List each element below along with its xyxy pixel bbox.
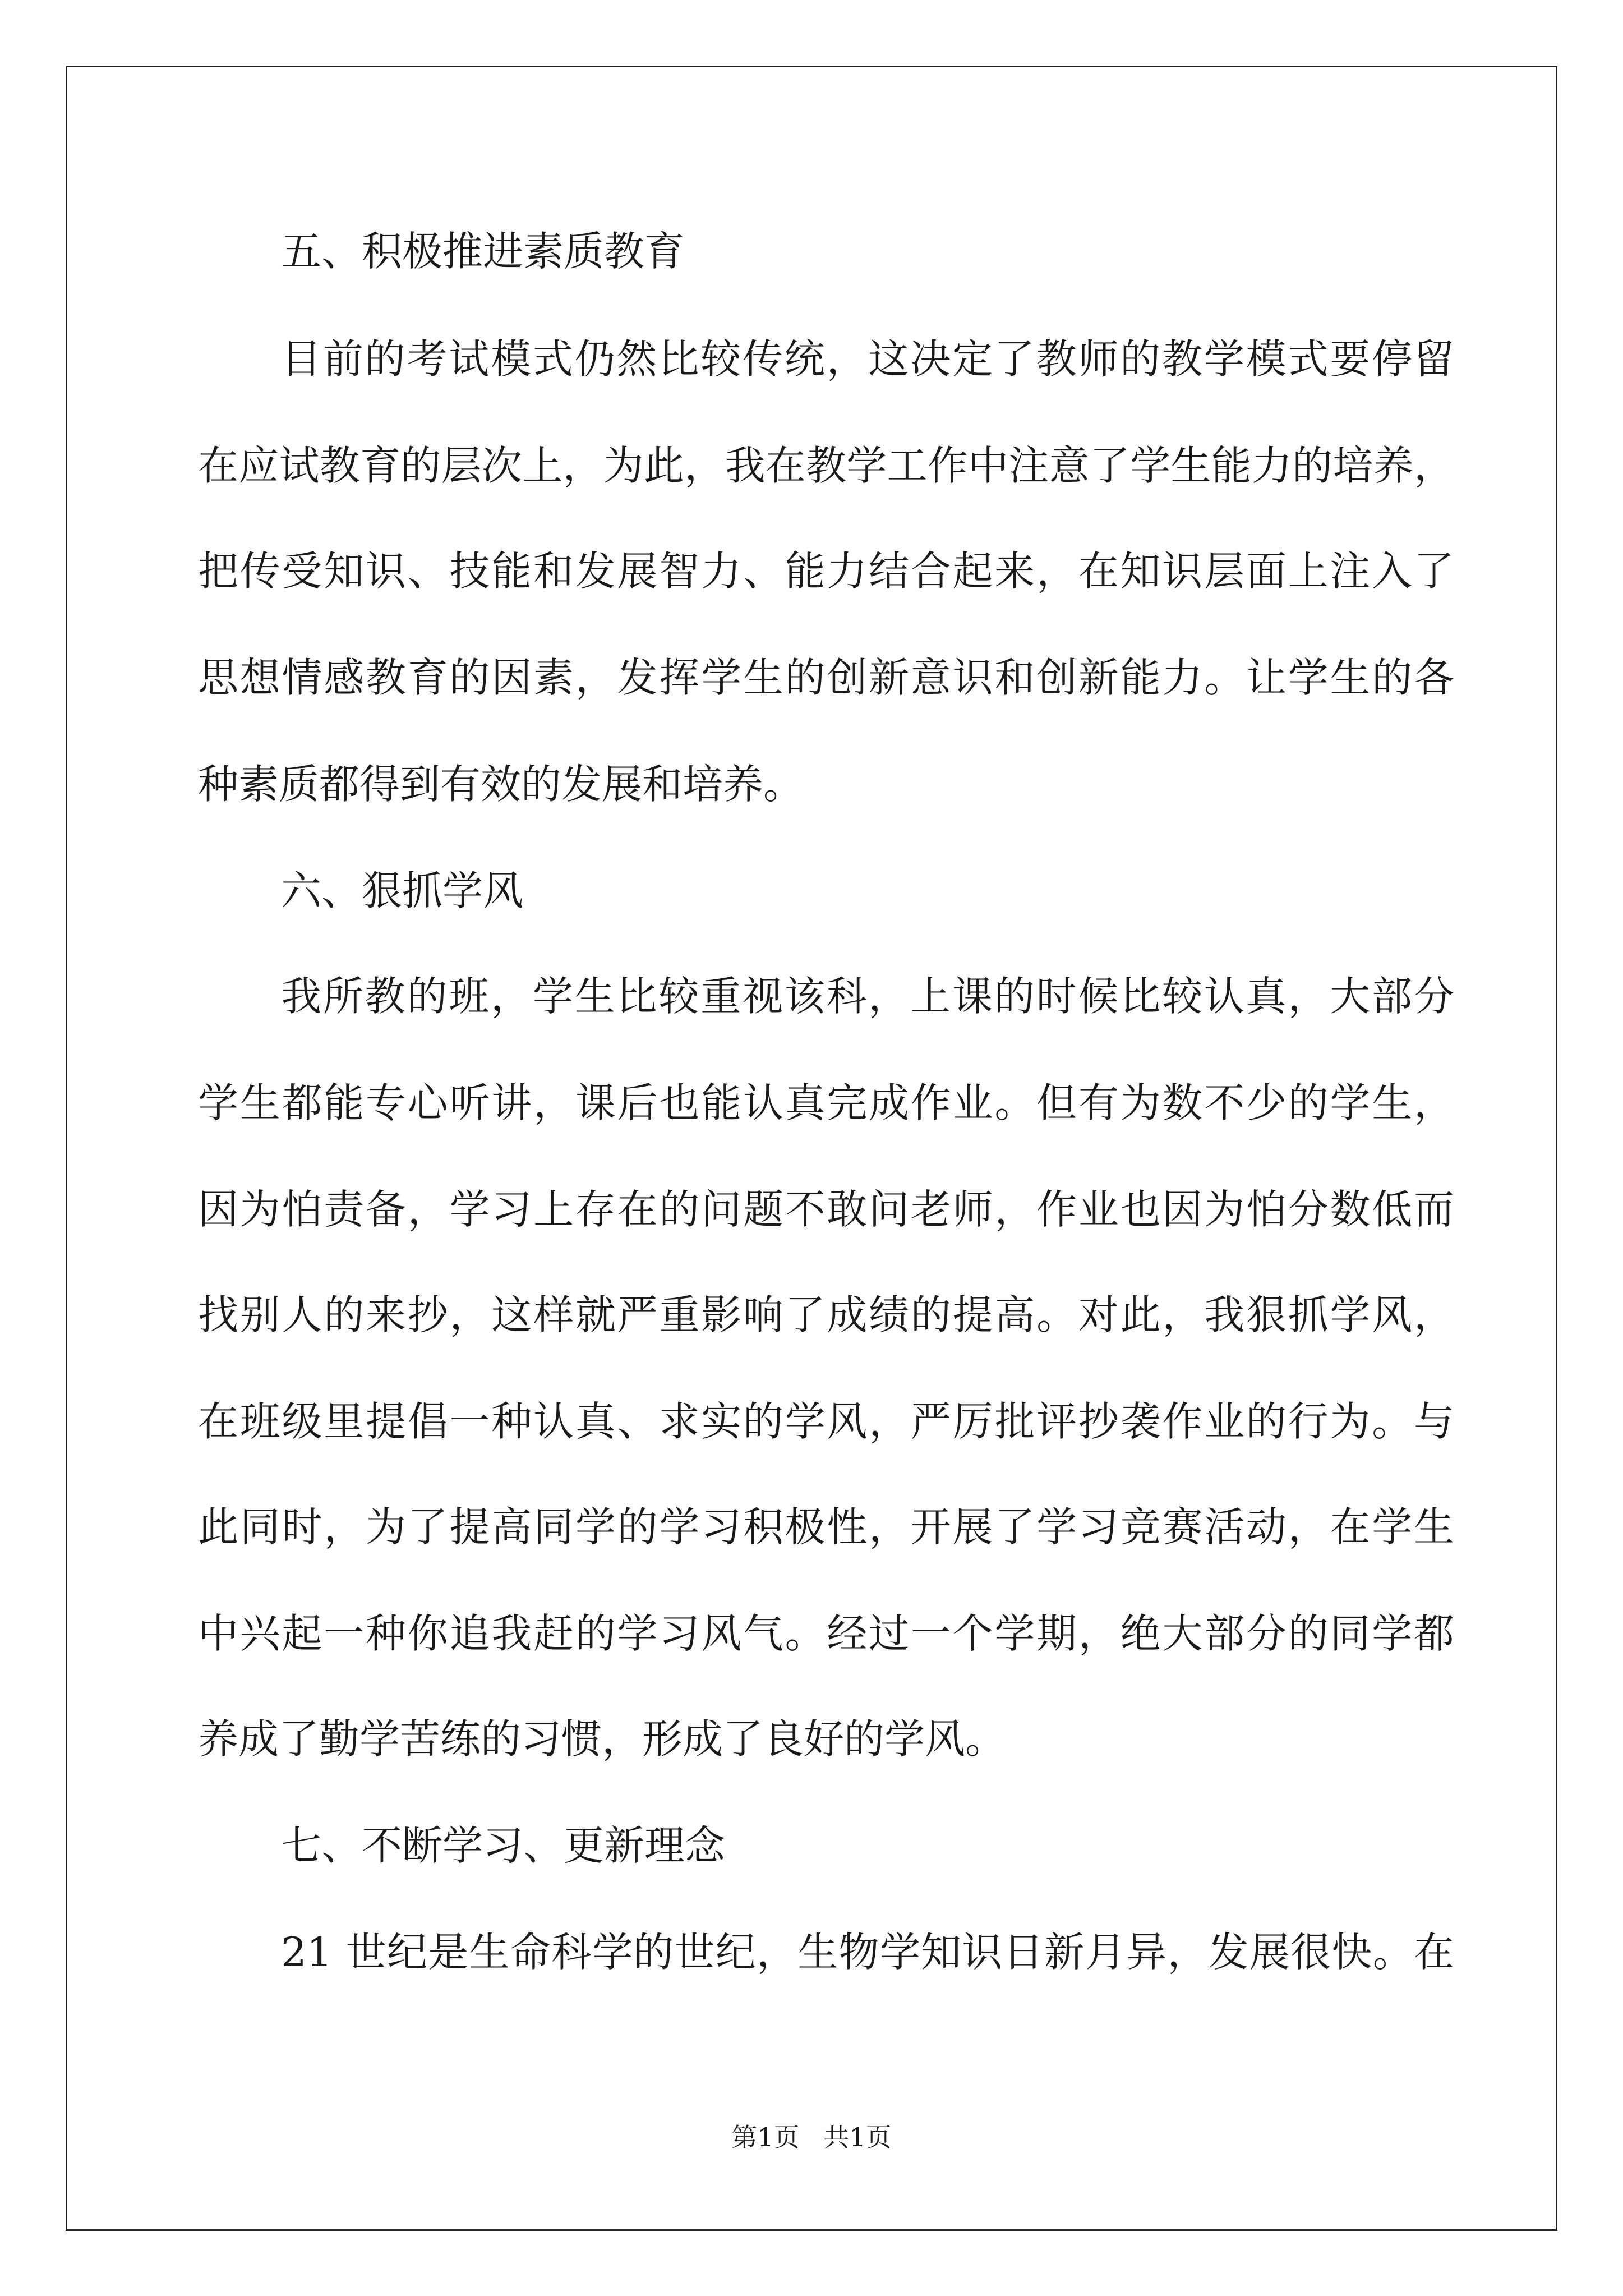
section-heading-5: 五、积极推进素质教育 [281,228,685,275]
paragraph-line: 此同时，为了提高同学的学习积极性，开展了学习竞赛活动，在学生 [198,1503,1454,1550]
paragraph-line: 养成了勤学苦练的习惯，形成了良好的学风。 [198,1715,1006,1763]
paragraph-line: 在班级里提倡一种认真、求实的学风，严厉批评抄袭作业的行为。与 [198,1398,1454,1445]
page-total: 共1页 [823,2122,892,2152]
section-heading-6: 六、狠抓学风 [281,867,524,914]
paragraph-line: 学生都能专心听讲，课后也能认真完成作业。但有为数不少的学生， [198,1079,1454,1126]
paragraph-line: 21 世纪是生命科学的世纪，生物学知识日新月异，发展很快。在 [281,1929,1454,1976]
paragraph-line: 在应试教育的层次上，为此，我在教学工作中注意了学生能力的培养， [198,442,1454,489]
paragraph-line: 找别人的来抄，这样就严重影响了成绩的提高。对此，我狠抓学风， [198,1291,1454,1338]
paragraph-line: 我所教的班，学生比较重视该科，上课的时候比较认真，大部分 [281,973,1454,1020]
section-heading-7: 七、不断学习、更新理念 [281,1822,726,1869]
page-number: 第1页 [731,2122,800,2152]
paragraph-line: 种素质都得到有效的发展和培养。 [198,761,804,808]
paragraph-line: 因为怕责备，学习上存在的问题不敢问老师，作业也因为怕分数低而 [198,1186,1454,1233]
paragraph-line: 把传受知识、技能和发展智力、能力结合起来，在知识层面上注入了 [198,547,1454,595]
page-border [66,66,1557,2231]
page-footer [0,2120,1623,2154]
paragraph-line: 思想情感教育的因素，发挥学生的创新意识和创新能力。让学生的各 [198,654,1454,701]
paragraph-line: 目前的考试模式仍然比较传统，这决定了教师的教学模式要停留 [281,335,1454,383]
paragraph-line: 中兴起一种你追我赶的学习风气。经过一个学期，绝大部分的同学都 [198,1610,1454,1657]
